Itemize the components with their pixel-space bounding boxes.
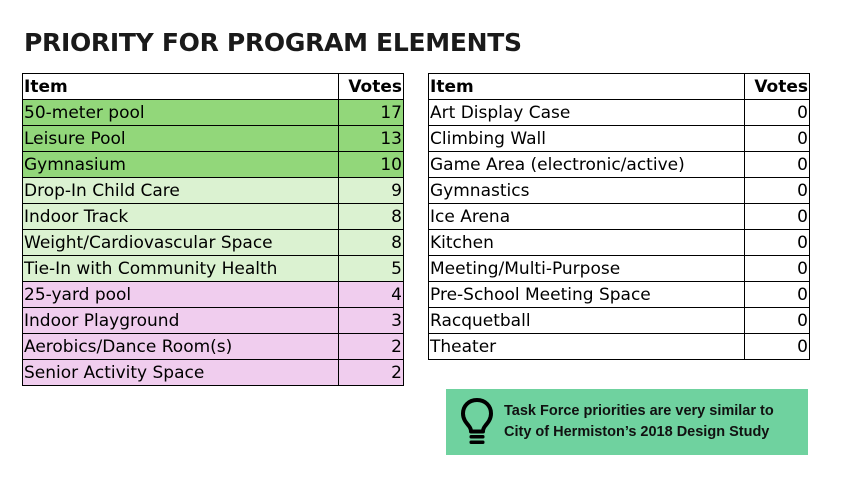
votes-cell: 8 [339,204,404,230]
table-row [429,152,810,178]
item-cell: Indoor Playground [23,308,339,334]
table-row [23,256,404,282]
votes-cell: 0 [745,334,810,360]
item-cell: Tie-In with Community Health [23,256,339,282]
votes-cell: 0 [745,152,810,178]
table-row [23,230,404,256]
table-row [429,230,810,256]
item-cell: Racquetball [429,308,745,334]
votes-cell: 0 [745,256,810,282]
votes-cell: 3 [339,308,404,334]
votes-cell: 5 [339,256,404,282]
votes-cell: 0 [745,178,810,204]
callout-line-1: Task Force priorities are very similar to [504,403,774,419]
votes-cell: 2 [339,334,404,360]
votes-cell: 13 [339,126,404,152]
table-row [23,282,404,308]
item-cell: Art Display Case [429,100,745,126]
table-header-row [23,74,404,100]
votes-cell: 10 [339,152,404,178]
table-row [23,334,404,360]
votes-cell: 0 [745,308,810,334]
item-cell: Climbing Wall [429,126,745,152]
item-cell: 50-meter pool [23,100,339,126]
votes-cell: 2 [339,360,404,386]
callout-box [446,389,808,455]
votes-cell: 0 [745,126,810,152]
item-cell: Theater [429,334,745,360]
page-title: PRIORITY FOR PROGRAM ELEMENTS [24,28,522,57]
table-row [23,178,404,204]
table-row [429,204,810,230]
item-cell: Indoor Track [23,204,339,230]
item-cell: Game Area (electronic/active) [429,152,745,178]
item-cell: Kitchen [429,230,745,256]
item-cell: Senior Activity Space [23,360,339,386]
table-row [23,152,404,178]
table-row [429,282,810,308]
item-cell: Aerobics/Dance Room(s) [23,334,339,360]
callout-line-2: City of Hermiston’s 2018 Design Study [504,424,770,440]
callout-text [504,401,774,443]
priority-table-zero-votes [428,73,810,360]
table-row [429,308,810,334]
votes-cell: 17 [339,100,404,126]
item-cell: Pre-School Meeting Space [429,282,745,308]
item-cell: 25-yard pool [23,282,339,308]
table-row [23,308,404,334]
table-row [429,100,810,126]
votes-cell: 0 [745,204,810,230]
table-row [23,204,404,230]
item-cell: Gymnastics [429,178,745,204]
table-row [23,126,404,152]
table-row [429,256,810,282]
item-cell: Weight/Cardiovascular Space [23,230,339,256]
table-row [429,178,810,204]
item-cell: Leisure Pool [23,126,339,152]
table-row [429,126,810,152]
column-header-votes: Votes [339,74,404,100]
column-header-item: Item [23,74,339,100]
item-cell: Gymnasium [23,152,339,178]
column-header-item: Item [429,74,745,100]
lightbulb-icon [460,397,494,447]
votes-cell: 4 [339,282,404,308]
table-row [23,100,404,126]
item-cell: Drop-In Child Care [23,178,339,204]
votes-cell: 9 [339,178,404,204]
column-header-votes: Votes [745,74,810,100]
item-cell: Meeting/Multi-Purpose [429,256,745,282]
item-cell: Ice Arena [429,204,745,230]
table-row [23,360,404,386]
votes-cell: 0 [745,230,810,256]
table-header-row [429,74,810,100]
votes-cell: 0 [745,100,810,126]
table-row [429,334,810,360]
votes-cell: 8 [339,230,404,256]
priority-table-voted [22,73,404,386]
votes-cell: 0 [745,282,810,308]
